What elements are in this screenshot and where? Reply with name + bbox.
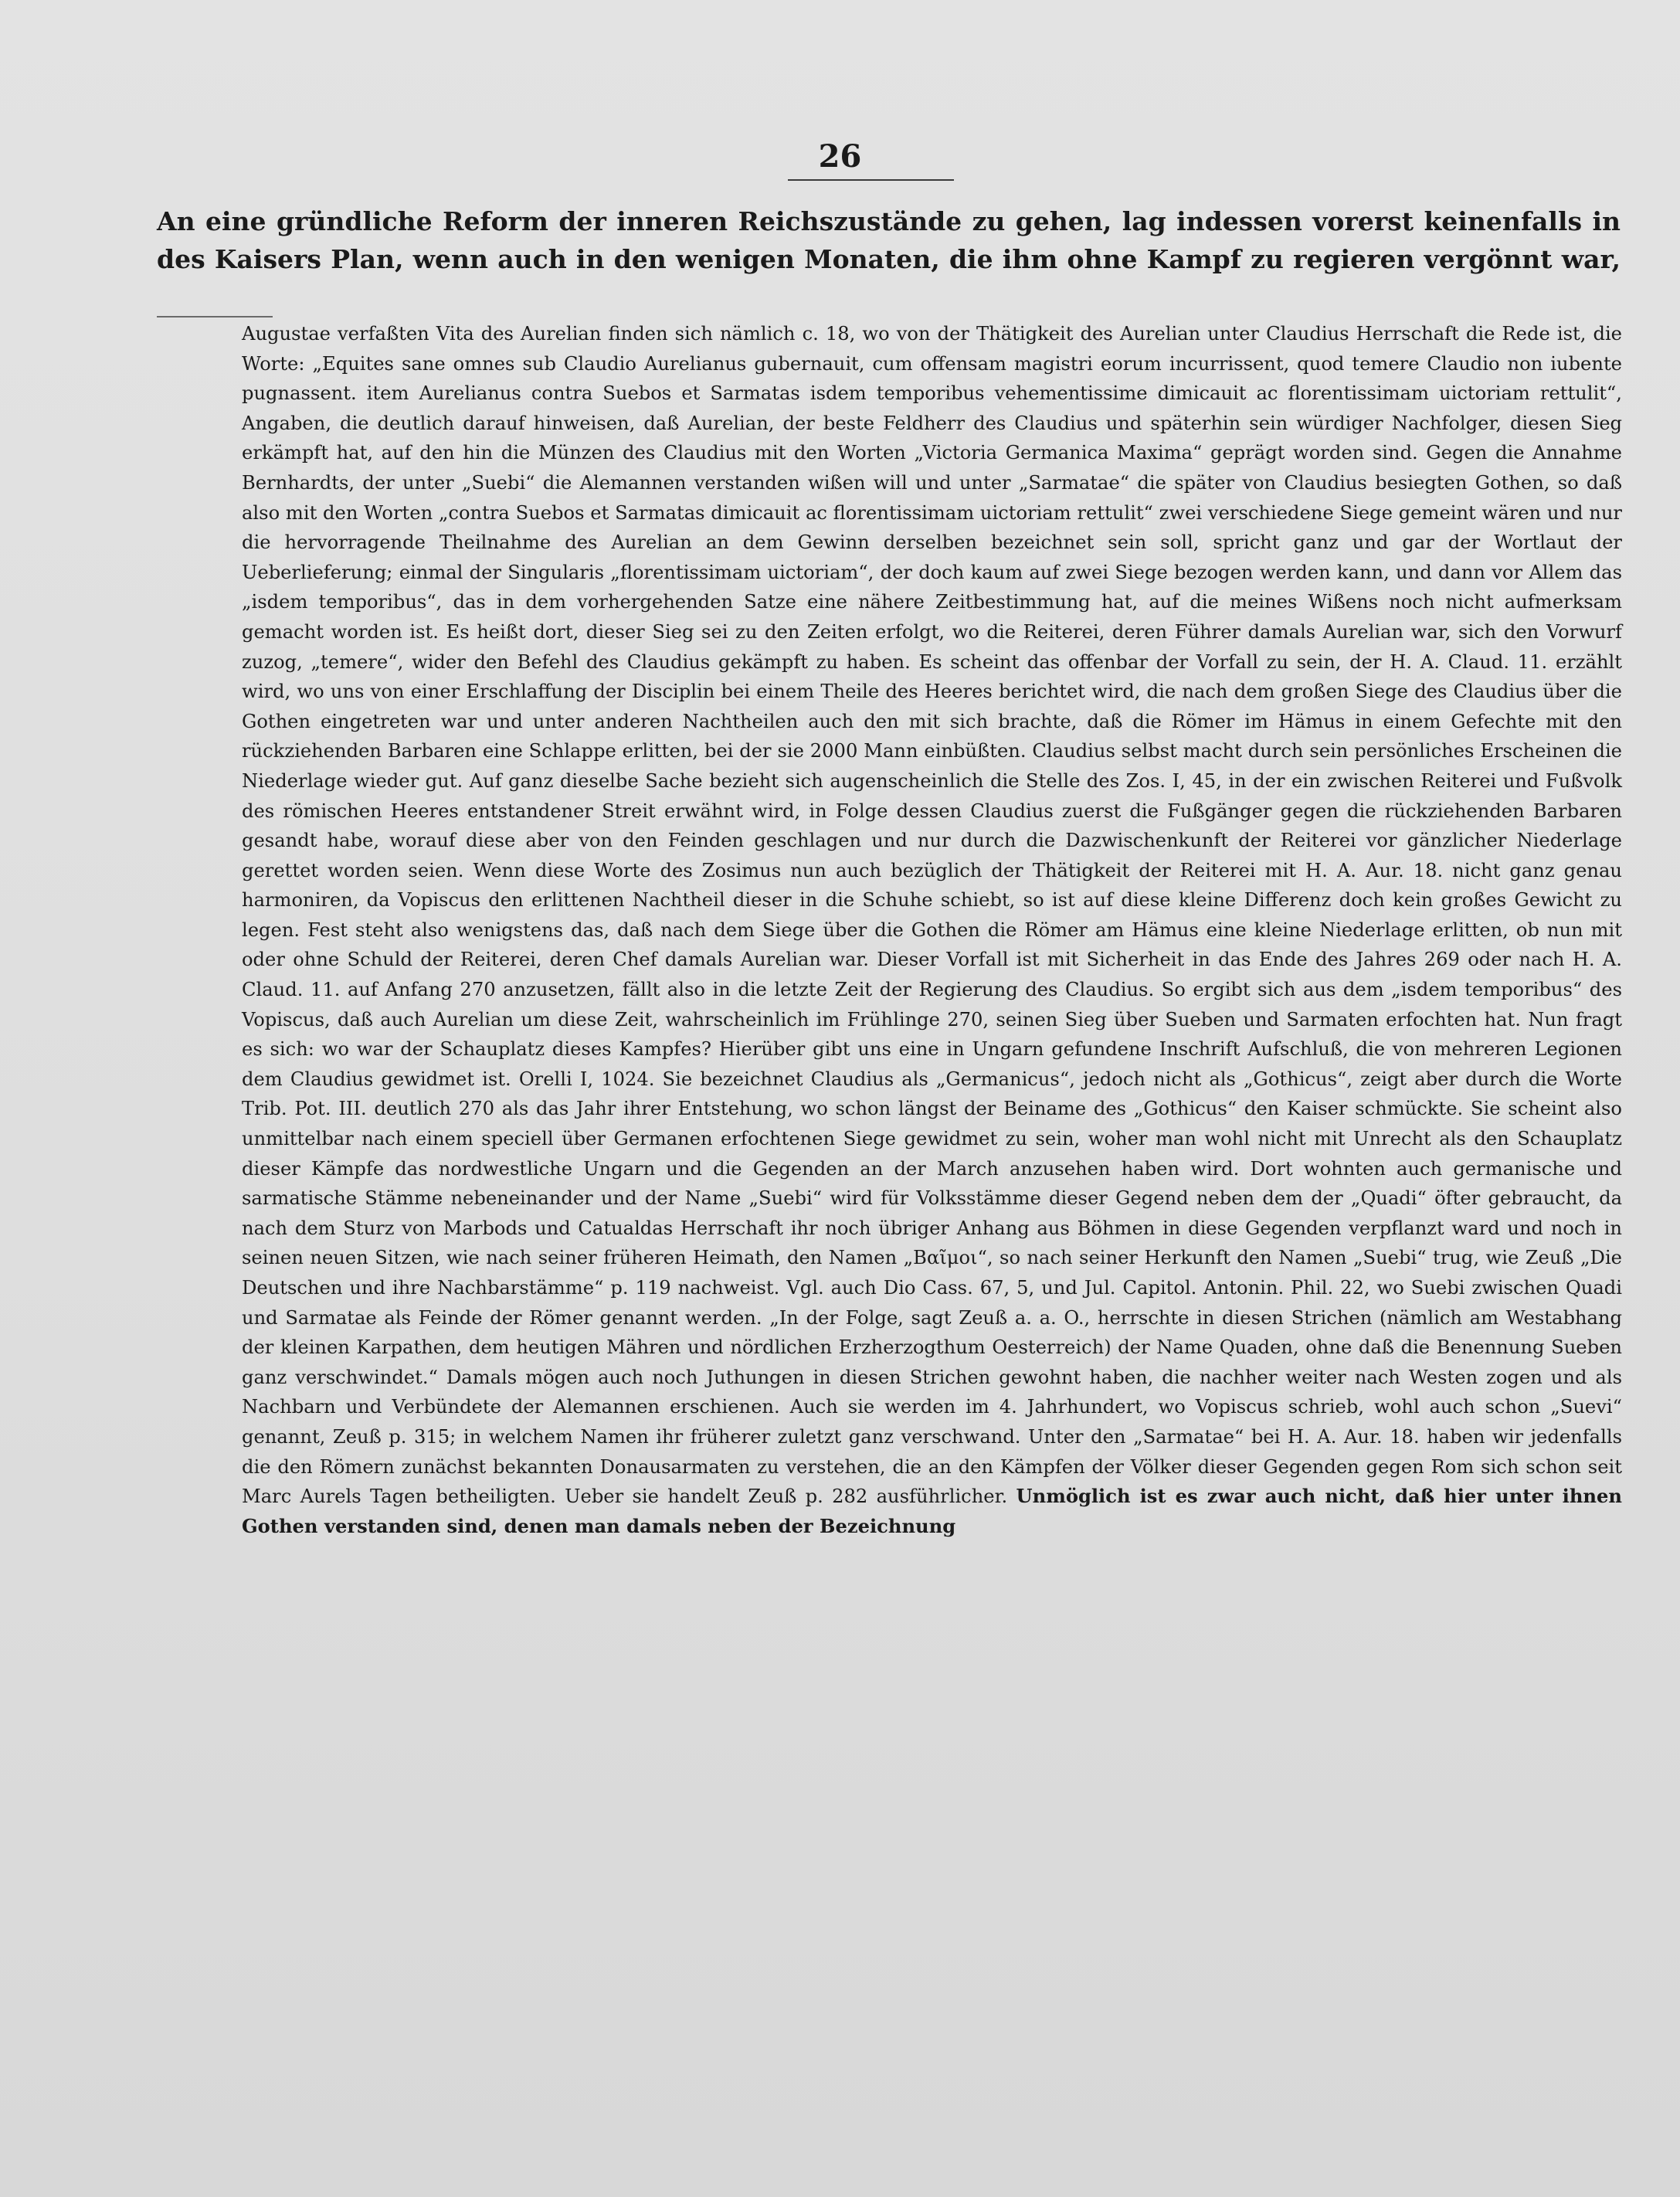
page-number: 26 (818, 138, 862, 175)
main-text: An eine gründliche Reform der inneren Reichszustände zu gehen, lag indessen vorerst keinenfalls in des Kaisers Plan, wenn auch in den wenigen Monaten, die ihm ohne Kampf zu regieren vergönnt war, (157, 206, 1621, 274)
footnote-separator (157, 316, 273, 317)
footnote (242, 319, 1622, 1541)
footnote-last-line: Unmöglich ist es zwar auch nicht, daß hier unter ihnen Gothen verstanden sind, denen man damals neben der Bezeichnung (242, 1485, 1622, 1537)
page-number-rule (788, 179, 954, 181)
footnote-text: Augustae verfaßten Vita des Aurelian finden sich nämlich c. 18, wo von der Thätigkeit des Aurelian unter Claudius Herrschaft die Rede ist, die Worte: „Equites sane omnes sub Claudio Aurelianus gubernauit, cum offensam magistri eorum incurrissent, quod temere Claudio non iubente pugnassent. item Aurelianus contra Suebos et Sarmatas isdem temporibus vehementissime dimicauit ac florentissimam uictoriam rettulit“, Angaben, die deutlich darauf hinweisen, daß Aurelian, der beste Feldherr des Claudius und späterhin sein würdiger Nachfolger, diesen Sieg erkämpft hat, auf den hin die Münzen des Claudius mit den Worten „Victoria Germanica Maxima“ geprägt worden sind. Gegen die Annahme Bernhardts, der unter „Suebi“ die Alemannen verstanden wißen will und unter „Sarmatae“ die später von Claudius besiegten Gothen, so daß also mit den Worten „contra Suebos et Sarmatas dimicauit ac florentissimam uictoriam rettulit“ zwei verschiedene Siege gemeint wären und nur die hervorragende Theilnahme des Aurelian an dem Gewinn derselben bezeichnet sein soll, spricht ganz und gar der Wortlaut der Ueberlieferung; einmal der Singularis „florentissimam uictoriam“, der doch kaum auf zwei Siege bezogen werden kann, und dann vor Allem das „isdem temporibus“, das in dem vorhergehenden Satze eine nähere Zeitbestimmung hat, auf die meines Wißens noch nicht aufmerksam gemacht worden ist. Es heißt dort, dieser Sieg sei zu den Zeiten erfolgt, wo die Reiterei, deren Führer damals Aurelian war, sich den Vorwurf zuzog, „temere“, wider den Befehl des Claudius gekämpft zu haben. Es scheint das offenbar der Vorfall zu sein, der H. A. Claud. 11. erzählt wird, wo uns von einer Erschlaffung der Disciplin bei einem Theile des Heeres berichtet wird, die nach dem großen Siege des Claudius über die Gothen eingetreten war und unter anderen Nachtheilen auch den mit sich brachte, daß die Römer im Hämus in einem Gefechte mit den rückziehenden Barbaren eine Schlappe erlitten, bei der sie 2000 Mann einbüßten. Claudius selbst macht durch sein persönliches Erscheinen die Niederlage wieder gut. Auf ganz dieselbe Sache bezieht sich augenscheinlich die Stelle des Zos. I, 45, in der ein zwischen Reiterei und Fußvolk des römischen Heeres entstandener Streit erwähnt wird, in Folge dessen Claudius zuerst die Fußgänger gegen die rückziehenden Barbaren gesandt habe, worauf diese aber von den Feinden geschlagen und nur durch die Dazwischenkunft der Reiterei vor gänzlicher Niederlage gerettet worden seien. Wenn diese Worte des Zosimus nun auch bezüglich der Thätigkeit der Reiterei mit H. A. Aur. 18. nicht ganz genau harmoniren, da Vopiscus den erlittenen Nachtheil dieser in die Schuhe schiebt, so ist auf diese kleine Differenz doch kein großes Gewicht zu legen. Fest steht also wenigstens das, daß nach dem Siege über die Gothen die Römer am Hämus eine kleine Niederlage erlitten, ob nun mit oder ohne Schuld der Reiterei, deren Chef damals Aurelian war. Dieser Vorfall ist mit Sicherheit in das Ende des Jahres 269 oder nach H. A. Claud. 11. auf Anfang 270 anzusetzen, fällt also in die letzte Zeit der Regierung des Claudius. So ergibt sich aus dem „isdem temporibus“ des Vopiscus, daß auch Aurelian um diese Zeit, wahrscheinlich im Frühlinge 270, seinen Sieg über Sueben und Sarmaten erfochten hat. Nun fragt es sich: wo war der Schauplatz dieses Kampfes? Hierüber gibt uns eine in Ungarn gefundene Inschrift Aufschluß, die von mehreren Legionen dem Claudius gewidmet ist. Orelli I, 1024. Sie bezeichnet Claudius als „Germanicus“, jedoch nicht als „Gothicus“, zeigt aber durch die Worte Trib. Pot. III. deutlich 270 als das Jahr ihrer Entstehung, wo schon längst der Beiname des „Gothicus“ den Kaiser schmückte. Sie scheint also unmittelbar nach einem speciell über Germanen erfochtenen Siege gewidmet zu sein, woher man wohl nicht mit Unrecht als den Schauplatz dieser Kämpfe das nordwestliche Ungarn und die Gegenden an der March anzusehen haben wird. Dort wohnten auch germanische und sarmatische Stämme nebeneinander und der Name „Suebi“ wird für Volksstämme dieser Gegend neben dem der „Quadi“ öfter gebraucht, da nach dem Sturz von Marbods und Catualdas Herrschaft ihr noch übriger Anhang aus Böhmen in diese Gegenden verpflanzt ward und noch in seinen neuen Sitzen, wie nach seiner früheren Heimath, den Namen „Βαῖμοι“, so nach seiner Herkunft den Namen „Suebi“ trug, wie Zeuß „Die Deutschen und ihre Nachbarstämme“ p. 119 nachweist. Vgl. auch Dio Cass. 67, 5, und Jul. Capitol. Antonin. Phil. 22, wo Suebi zwischen Quadi und Sarmatae als Feinde der Römer genannt werden. „In der Folge, sagt Zeuß a. a. O., herrschte in diesen Strichen (nämlich am Westabhang der kleinen Karpathen, dem heutigen Mähren und nördlichen Erzherzogthum Oesterreich) der Name Quaden, ohne daß die Benennung Sueben ganz verschwindet.“ Damals mögen auch noch Juthungen in diesen Strichen gewohnt haben, die nachher weiter nach Westen zogen und als Nachbarn und Verbündete der Alemannen erschienen. Auch sie werden im 4. Jahrhundert, wo Vopiscus schrieb, wohl auch schon „Suevi“ genannt, Zeuß p. 315; in welchem Namen ihr früherer zuletzt ganz verschwand. Unter den „Sarmatae“ bei H. A. Aur. 18. haben wir jedenfalls die den Römern zunächst bekannten Donausarmaten zu verstehen, die an den Kämpfen der Völker dieser Gegenden gegen Rom sich schon seit Marc Aurels Tagen betheiligten. Ueber sie handelt Zeuß p. 282 ausführlicher. (242, 323, 1622, 1508)
